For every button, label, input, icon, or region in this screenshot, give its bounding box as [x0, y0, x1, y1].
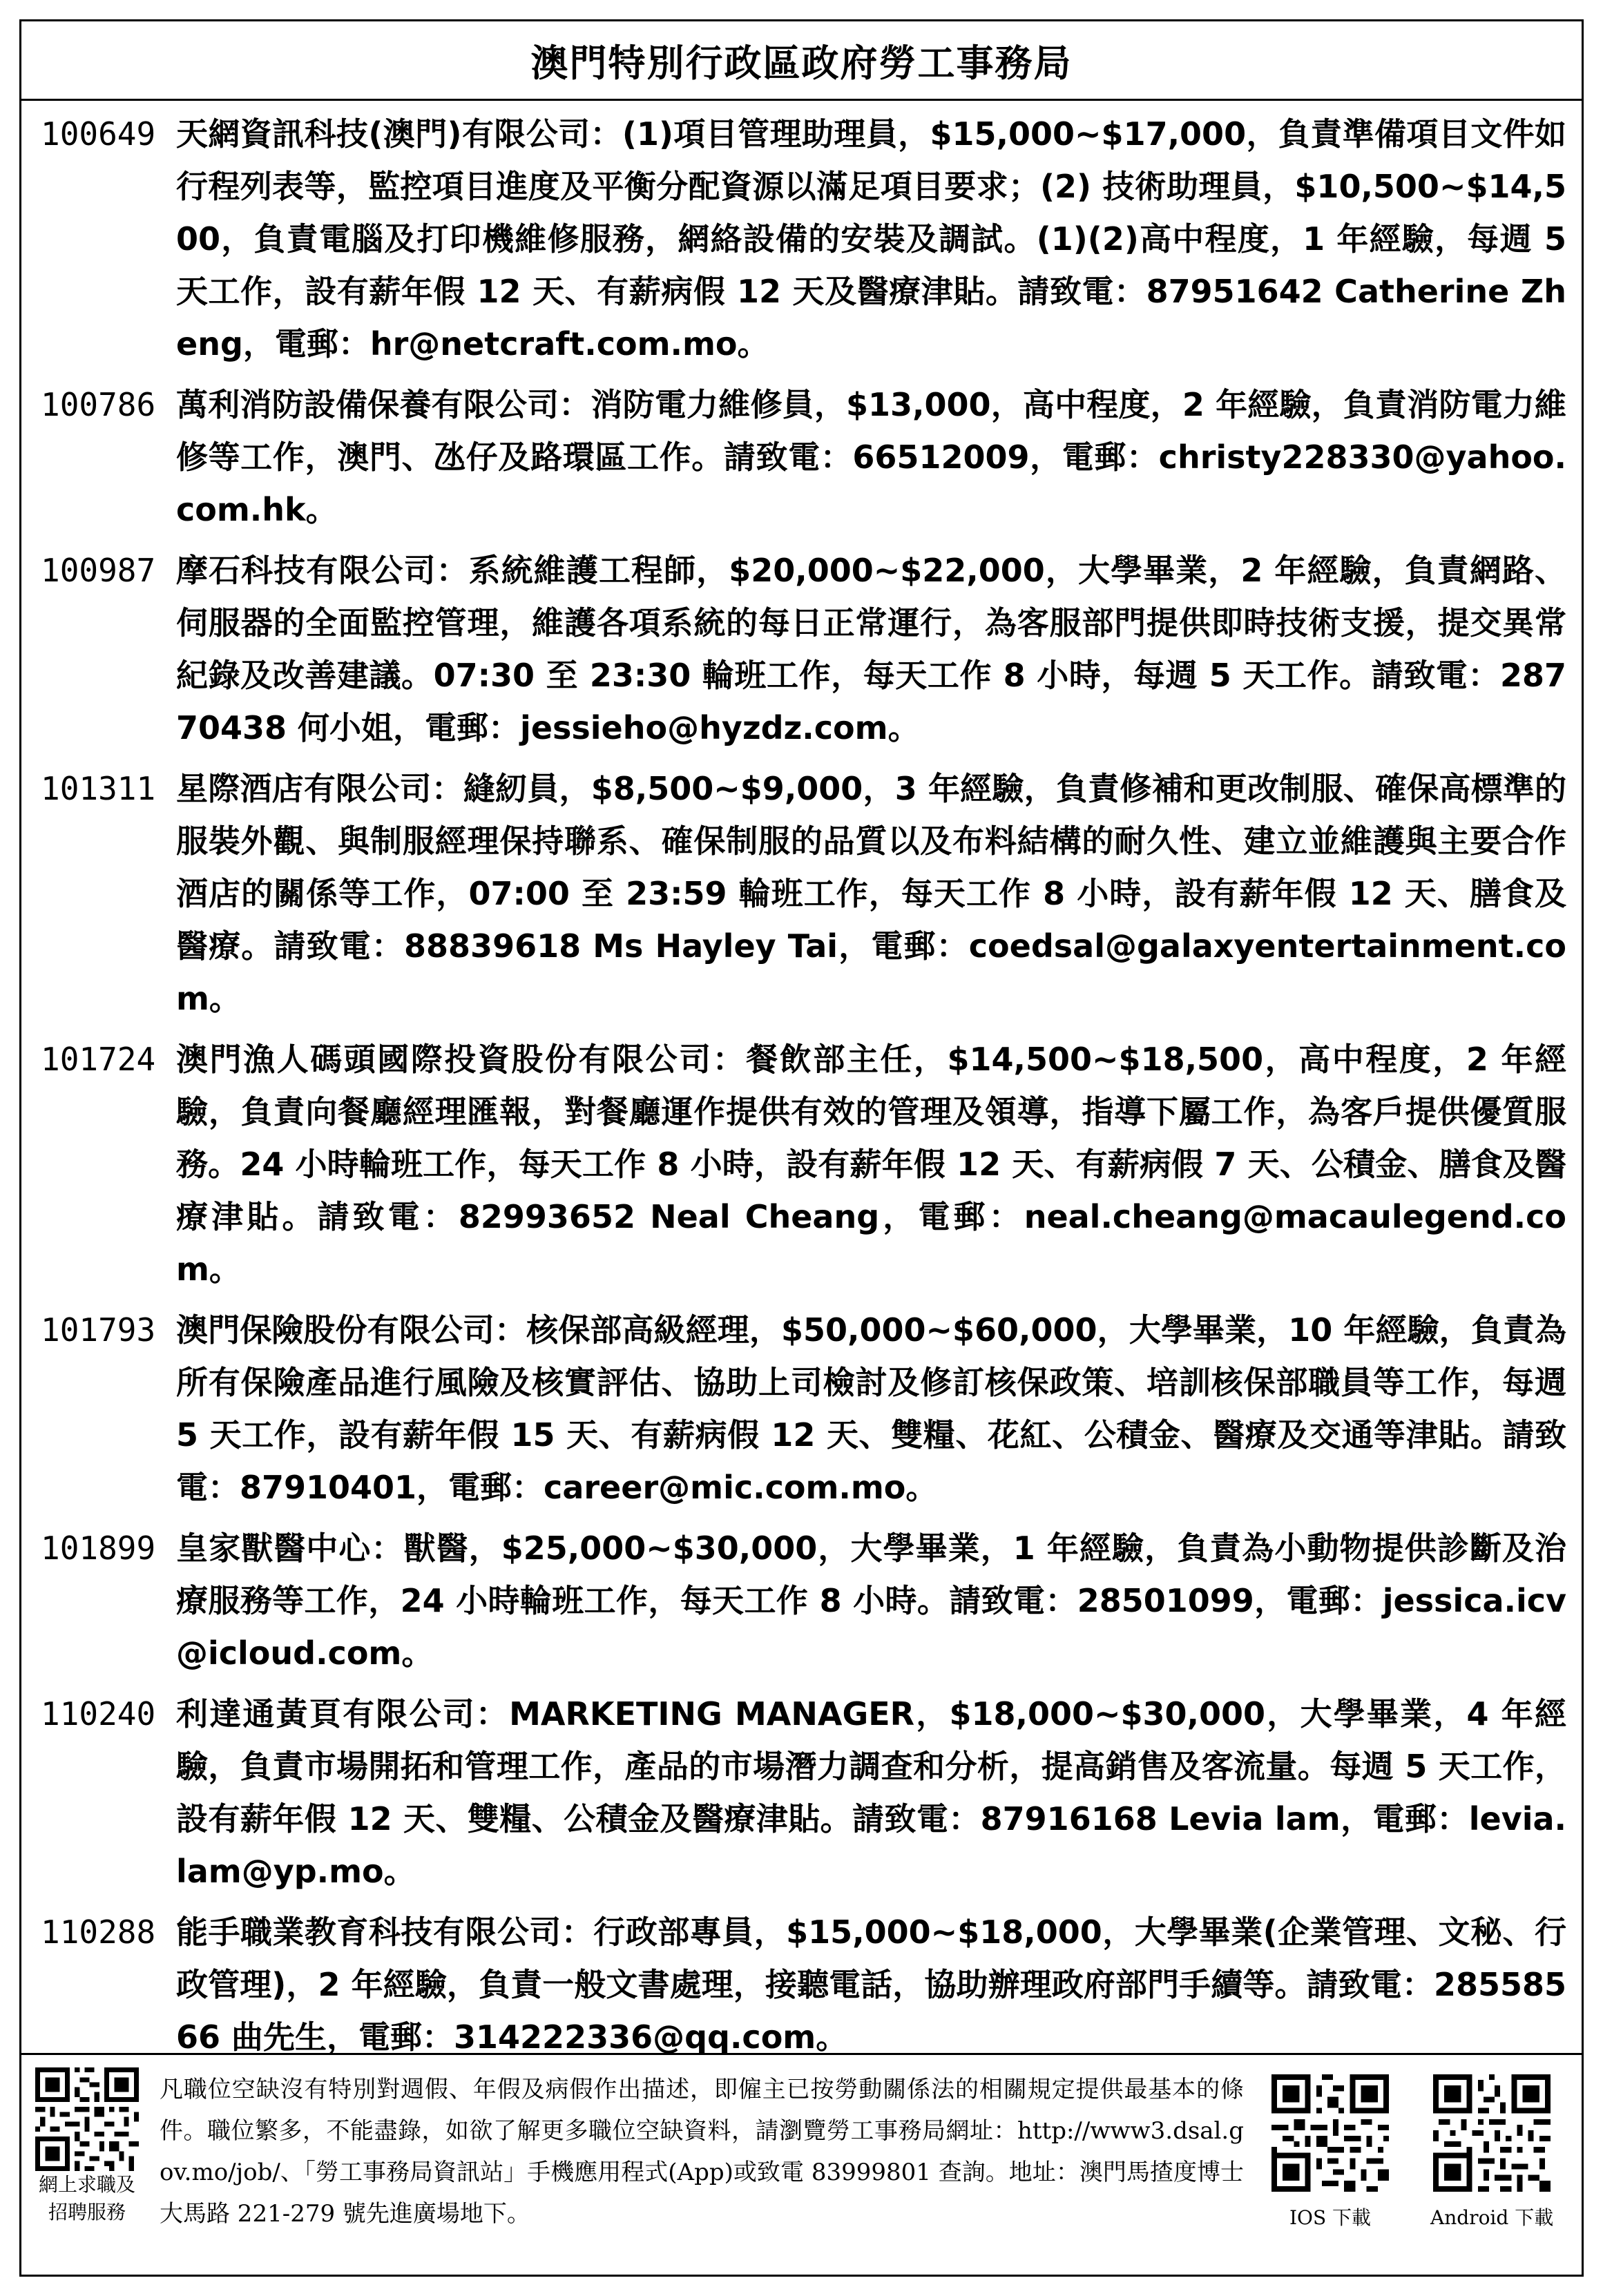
ios-download-block: [1271, 2074, 1389, 2232]
job-listing: [37, 1522, 1566, 1679]
job-code: 101311: [41, 770, 156, 807]
job-service-qr-block: [21, 2055, 153, 2226]
job-code: 101724: [41, 1041, 156, 1078]
job-code: 110240: [41, 1695, 156, 1733]
android-qr-code-icon[interactable]: [1433, 2074, 1551, 2192]
ios-download-caption: IOS 下載: [1289, 2206, 1372, 2229]
job-code: 100786: [41, 386, 156, 423]
qr-caption: 招聘服務: [48, 2201, 126, 2223]
job-code: 110288: [41, 1913, 156, 1951]
job-description: 澳門漁人碼頭國際投資股份有限公司：餐飲部主任，$14,500~$18,500，高中程度，2 年經驗，負責向餐廳經理匯報，對餐廳運作提供有效的管理及領導，指導下屬工作，為客戶提供優質服務。24 小時輪班工作，每天工作 8 小時，設有薪年假 12 天、有薪病假 7 天、公積金、膳食及醫療津貼。請致電：82993652 Neal Cheang，電郵：neal.cheang@macaulegend.com。: [176, 1041, 1566, 1288]
job-listings: [21, 101, 1582, 2063]
job-listing: [37, 762, 1566, 1025]
job-listing: [37, 108, 1566, 370]
job-description: 澳門保險股份有限公司：核保部高級經理，$50,000~$60,000，大學畢業，10 年經驗，負責為所有保險產品進行風險及核實評估、協助上司檢討及修訂核保政策、培訓核保部職員等工作，每週 5 天工作，設有薪年假 15 天、有薪病假 12 天、雙糧、花紅、公積金、醫療及交通等津貼。請致電：87910401，電郵：career@mic.com.mo。: [176, 1311, 1566, 1506]
job-code: 100649: [41, 115, 156, 153]
job-vacancy-page: [19, 19, 1584, 2277]
ios-qr-code-icon[interactable]: [1271, 2074, 1389, 2192]
footer: [21, 2053, 1582, 2275]
job-listing: [37, 1033, 1566, 1295]
job-listing: [37, 378, 1566, 536]
job-code: 101793: [41, 1311, 156, 1349]
job-listing: [37, 1688, 1566, 1898]
job-description: 星際酒店有限公司：縫紉員，$8,500~$9,000，3 年經驗，負責修補和更改制服、確保高標準的服裝外觀、與制服經理保持聯系、確保制服的品質以及布料結構的耐久性、建立並維護與主要合作酒店的關係等工作，07:00 至 23:59 輪班工作，每天工作 8 小時，設有薪年假 12 天、膳食及醫療。請致電：88839618 Ms Hayley Tai，電郵：coedsal@galaxyentertainment.com。: [176, 770, 1567, 1017]
job-description: 利達通黃頁有限公司：MARKETING MANAGER，$18,000~$30,000，大學畢業，4 年經驗，負責市場開拓和管理工作，產品的市場潛力調查和分析，提高銷售及客流量。每週 5 天工作，設有薪年假 12 天、雙糧、公積金及醫療津貼。請致電：87916168 Levia lam，電郵：levia.lam@yp.mo。: [176, 1695, 1566, 1890]
job-code: 100987: [41, 552, 156, 589]
android-download-block: [1430, 2074, 1553, 2232]
job-description: 能手職業教育科技有限公司：行政部專員，$15,000~$18,000，大學畢業(企業管理、文秘、行政管理)，2 年經驗，負責一般文書處理，接聽電話，協助辦理政府部門手續等。請致電：28558566 曲先生，電郵：314222336@qq.com。: [176, 1913, 1566, 2056]
app-download-qrs: [1258, 2055, 1553, 2232]
job-description: 皇家獸醫中心：獸醫，$25,000~$30,000，大學畢業，1 年經驗，負責為小動物提供診斷及治療服務等工作，24 小時輪班工作，每天工作 8 小時。請致電：28501099，電郵：jessica.icv@icloud.com。: [176, 1530, 1566, 1672]
job-description: 天網資訊科技(澳門)有限公司：(1)項目管理助理員，$15,000~$17,000，負責準備項目文件如行程列表等，監控項目進度及平衡分配資源以滿足項目要求；(2) 技術助理員，$10,500~$14,500，負責電腦及打印機維修服務，網絡設備的安裝及調試。(1)(2)高中程度，1 年經驗，每週 5 天工作，設有薪年假 12 天、有薪病假 12 天及醫療津貼。請致電：87951642 Catherine Zheng，電郵：hr@netcraft.com.mo。: [176, 115, 1566, 363]
job-listing: [37, 1304, 1566, 1514]
qr-code-icon[interactable]: [35, 2067, 139, 2171]
footer-notice: 凡職位空缺沒有特別對週假、年假及病假作出描述，即僱主已按勞動關係法的相關規定提供最基本的條件。職位繁多，不能盡錄，如欲了解更多職位空缺資料，請瀏覽勞工事務局網址：http://www3.dsal.gov.mo/job/、「勞工事務局資訊站」手機應用程式(App)或致電 83999801 查詢。地址：澳門馬揸度博士大馬路 221-279 號先進廣場地下。: [160, 2076, 1244, 2228]
job-code: 101899: [41, 1530, 156, 1567]
job-description: 摩石科技有限公司：系統維護工程師，$20,000~$22,000，大學畢業，2 年經驗，負責網路、伺服器的全面監控管理，維護各項系統的每日正常運行，為客服部門提供即時技術支援，提交異常紀錄及改善建議。07:30 至 23:30 輪班工作，每天工作 8 小時，每週 5 天工作。請致電：28770438 何小姐，電郵：jessieho@hyzdz.com。: [176, 552, 1566, 746]
job-listing: [37, 544, 1566, 754]
page-title: 澳門特別行政區政府勞工事務局: [21, 21, 1582, 101]
job-listing: [37, 1906, 1566, 2063]
qr-caption: 網上求職及: [38, 2173, 135, 2196]
job-description: 萬利消防設備保養有限公司：消防電力維修員，$13,000，高中程度，2 年經驗，負責消防電力維修等工作，澳門、氹仔及路環區工作。請致電：66512009，電郵：christy228330@yahoo.com.hk。: [176, 386, 1566, 528]
android-download-caption: Android 下載: [1430, 2206, 1554, 2229]
